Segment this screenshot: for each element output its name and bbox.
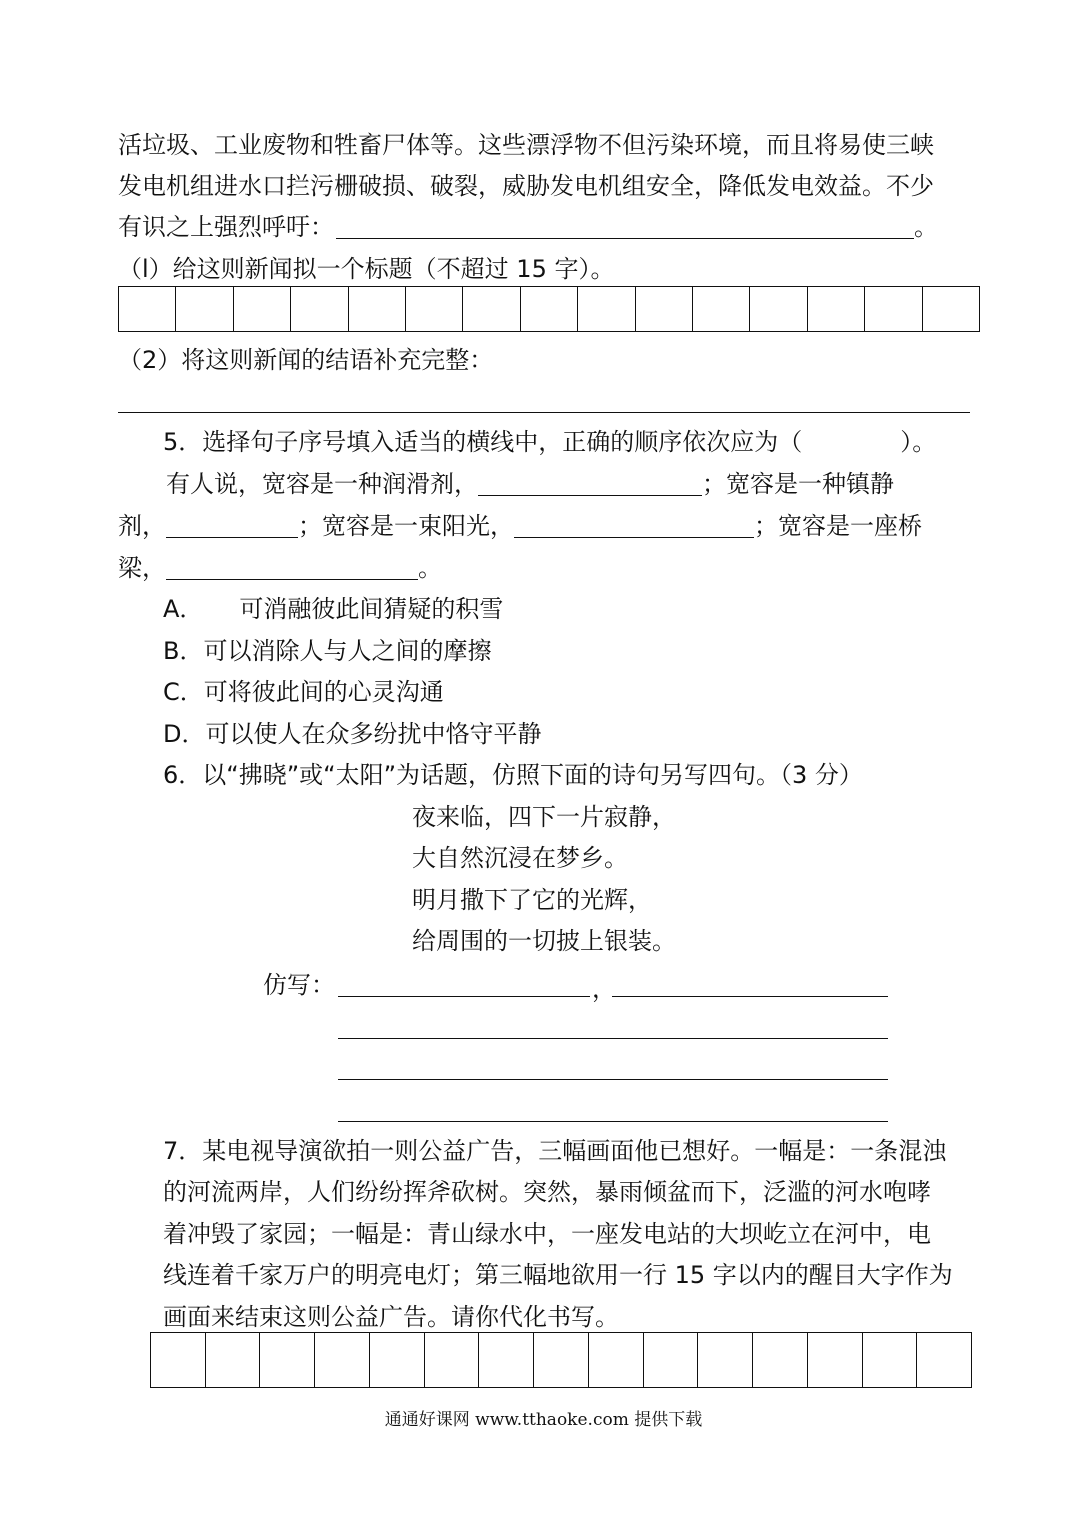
q5-passage-text: ；宽容是一束阳光， <box>298 512 514 540</box>
answer-cell[interactable] <box>636 287 693 331</box>
answer-cell[interactable] <box>865 287 922 331</box>
q5-passage-line-2 <box>118 511 922 541</box>
q6-stem: 6．以“拂晓”或“太阳”为话题，仿照下面的诗句另写四句。（3 分） <box>163 761 863 789</box>
q5-passage-text: ；宽容是一种镇静 <box>702 470 894 498</box>
q5-passage-text: 。 <box>418 554 442 582</box>
answer-cell[interactable] <box>406 287 463 331</box>
answer-cell[interactable] <box>698 1333 753 1387</box>
imitate-label: 仿写： <box>263 971 335 999</box>
q5-blank-4[interactable] <box>166 555 418 580</box>
answer-cell[interactable] <box>479 1333 534 1387</box>
q5-blank-2[interactable] <box>166 513 298 538</box>
answer-cell[interactable] <box>463 287 520 331</box>
answer-cell[interactable] <box>234 287 291 331</box>
answer-cell[interactable] <box>349 287 406 331</box>
intro-line-3-end: 。 <box>914 213 938 241</box>
title-answer-grid[interactable] <box>118 286 980 332</box>
q5-passage-text: ；宽容是一座桥 <box>754 512 922 540</box>
q5-option-c: C．可将彼此间的心灵沟通 <box>163 678 444 706</box>
q5-passage-text: 有人说，宽容是一种润滑剂， <box>166 470 478 498</box>
answer-cell[interactable] <box>119 287 176 331</box>
answer-cell[interactable] <box>917 1333 971 1387</box>
q5-stem-end: ）。 <box>900 428 937 456</box>
answer-cell[interactable] <box>750 287 807 331</box>
answer-cell[interactable] <box>425 1333 480 1387</box>
intro-line-1: 活垃圾、工业废物和牲畜尸体等。这些漂浮物不但污染环境，而且将易使三峡 <box>118 131 934 159</box>
imitate-answer-line-3[interactable] <box>338 1079 888 1080</box>
poem-line-1: 夜来临，四下一片寂静， <box>412 803 676 831</box>
conclusion-answer-line[interactable] <box>118 412 970 413</box>
poem-line-2: 大自然沉浸在梦乡。 <box>412 844 628 872</box>
q5-stem <box>163 427 936 457</box>
answer-cell[interactable] <box>151 1333 206 1387</box>
imitate-answer-line-4[interactable] <box>338 1121 888 1122</box>
q7-line-2: 的河流两岸，人们纷纷挥斧砍树。突然，暴雨倾盆而下，泛滥的河水咆哮 <box>163 1178 931 1206</box>
q5-passage-line-3 <box>118 553 442 583</box>
answer-cell[interactable] <box>589 1333 644 1387</box>
q7-line-1: 7．某电视导演欲拍一则公益广告，三幅画面他已想好。一幅是：一条混浊 <box>163 1137 947 1165</box>
q5-blank-1[interactable] <box>478 471 702 496</box>
answer-cell[interactable] <box>863 1333 918 1387</box>
imitate-answer-line-2[interactable] <box>338 1038 888 1039</box>
answer-cell[interactable] <box>291 287 348 331</box>
answer-cell[interactable] <box>644 1333 699 1387</box>
poem-line-4: 给周围的一切披上银装。 <box>412 927 676 955</box>
q5-option-a: A． 可消融彼此间猜疑的积雪 <box>163 595 504 623</box>
q4-sub2: （2）将这则新闻的结语补充完整： <box>118 346 494 374</box>
imitate-answer-line-1b[interactable] <box>612 996 888 997</box>
answer-cell[interactable] <box>753 1333 808 1387</box>
q5-passage-line-1 <box>166 469 894 499</box>
q5-passage-text: 梁， <box>118 554 166 582</box>
intro-line-3 <box>118 212 938 242</box>
imitate-comma: ， <box>592 975 616 1003</box>
slogan-blank[interactable] <box>336 214 914 239</box>
intro-line-3-text: 有识之上强烈呼吁： <box>118 213 334 241</box>
answer-cell[interactable] <box>260 1333 315 1387</box>
slogan-answer-grid[interactable] <box>150 1332 972 1388</box>
answer-cell[interactable] <box>370 1333 425 1387</box>
imitate-answer-line-1a[interactable] <box>338 996 590 997</box>
q5-option-d: D．可以使人在众多纷扰中恪守平静 <box>163 720 542 748</box>
answer-cell[interactable] <box>315 1333 370 1387</box>
q7-line-4: 线连着千家万户的明亮电灯；第三幅地欲用一行 15 字以内的醒目大字作为 <box>163 1261 953 1289</box>
answer-cell[interactable] <box>808 1333 863 1387</box>
q4-sub1: （l）给这则新闻拟一个标题（不超过 15 字）。 <box>118 255 615 283</box>
q5-option-b: B．可以消除人与人之间的摩擦 <box>163 637 492 665</box>
answer-cell[interactable] <box>578 287 635 331</box>
q5-stem-text: 5．选择句子序号填入适当的横线中，正确的顺序依次应为（ <box>163 428 803 456</box>
answer-cell[interactable] <box>923 287 979 331</box>
answer-cell[interactable] <box>534 1333 589 1387</box>
q7-line-5: 画面来结束这则公益广告。请你代化书写。 <box>163 1303 619 1331</box>
page-footer: 通通好课网 www.tthaoke.com 提供下载 <box>384 1410 703 1430</box>
intro-line-2: 发电机组进水口拦污栅破损、破裂，威胁发电机组安全，降低发电效益。不少 <box>118 172 934 200</box>
q5-blank-3[interactable] <box>514 513 754 538</box>
answer-cell[interactable] <box>693 287 750 331</box>
q7-line-3: 着冲毁了家园；一幅是：青山绿水中，一座发电站的大坝屹立在河中，电 <box>163 1220 931 1248</box>
answer-cell[interactable] <box>206 1333 261 1387</box>
q5-passage-text: 剂， <box>118 512 166 540</box>
answer-cell[interactable] <box>521 287 578 331</box>
answer-cell[interactable] <box>176 287 233 331</box>
answer-cell[interactable] <box>808 287 865 331</box>
poem-line-3: 明月撒下了它的光辉， <box>412 886 652 914</box>
